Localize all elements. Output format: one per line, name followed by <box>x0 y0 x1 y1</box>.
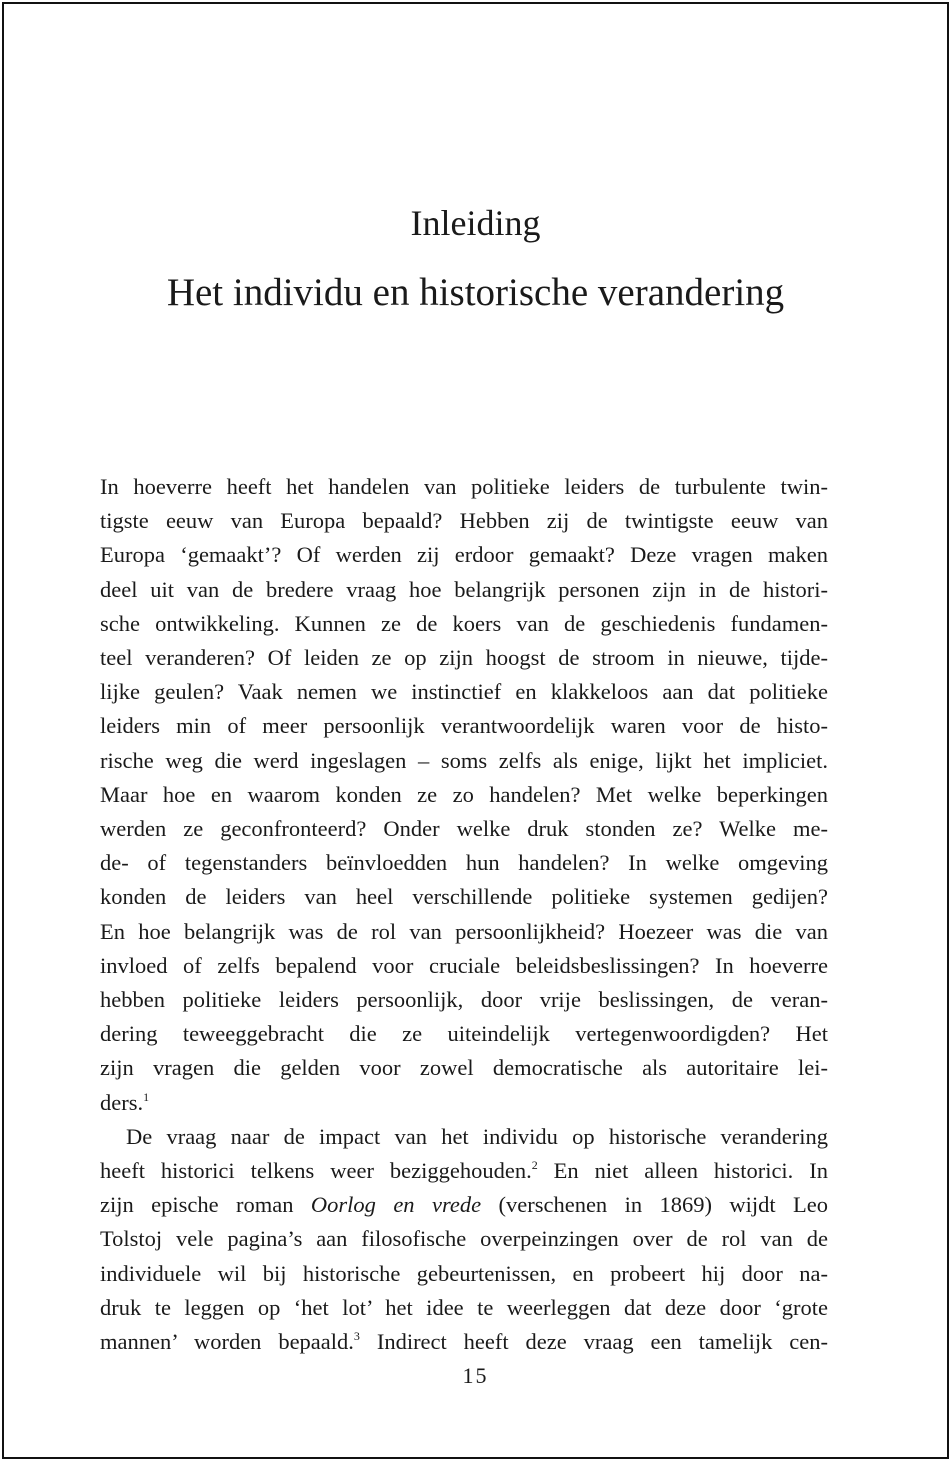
paragraph <box>100 470 828 1120</box>
footnote-marker[interactable]: 2 <box>531 1158 538 1173</box>
text-line: hebben politieke leiders persoonlijk, door vrije beslissingen, de veran- <box>100 987 828 1013</box>
text-line: druk te leggen op ‘het lot’ het idee te weerleggen dat deze door ‘grote <box>100 1294 828 1320</box>
text-line: sche ontwikkeling. Kunnen ze de koers van de geschiedenis fundamen- <box>100 610 828 636</box>
text-line: In hoeverre heeft het handelen van politieke leiders de turbulente twin- <box>100 474 828 499</box>
text-line: teel veranderen? Of leiden ze op zijn hoogst de stroom in nieuwe, tijde- <box>100 645 828 671</box>
footnote-marker[interactable]: 3 <box>353 1329 360 1344</box>
chapter-label: Inleiding <box>410 203 541 243</box>
text-line: zijn epische roman Oorlog en vrede (verschenen in 1869) wijdt Leo <box>100 1192 829 1218</box>
text-line: invloed of zelfs bepalend voor cruciale beleidsbeslissingen? In hoeverre <box>100 952 828 978</box>
text-line: En hoe belangrijk was de rol van persoonlijkheid? Hoezeer was die van <box>100 918 828 944</box>
page-number: 15 <box>462 1363 489 1388</box>
text-line: werden ze geconfronteerd? Onder welke druk stonden ze? Welke me- <box>100 816 828 842</box>
text-line: lijke geulen? Vaak nemen we instinctief en klakkeloos aan dat politieke <box>100 679 828 705</box>
text-line: individuele wil bij historische gebeurtenissen, en probeert hij door na- <box>100 1260 828 1286</box>
book-page <box>2 2 949 1459</box>
text-line: konden de leiders van heel verschillende politieke systemen gedijen? <box>100 884 828 910</box>
footnote-marker[interactable]: 1 <box>143 1089 150 1104</box>
text-line: rische weg die werd ingeslagen – soms zelfs als enige, lijkt het impliciet. <box>100 747 828 773</box>
text-line: dering teweeggebracht die ze uiteindelijk vertegenwoordigden? Het <box>100 1021 828 1047</box>
body-text <box>100 470 828 1359</box>
text-line: ders.$^1$ <box>100 1089 150 1115</box>
text-line: de- of tegenstanders beïnvloedden hun handelen? In welke omgeving <box>100 850 828 876</box>
paragraph <box>100 1120 828 1359</box>
book-title: Oorlog en vrede <box>310 1192 482 1218</box>
text-line: Maar hoe en waarom konden ze zo handelen? Met welke beperkingen <box>100 781 828 807</box>
chapter-title: Het individu en historische verandering <box>166 271 785 314</box>
text-line: zijn vragen die gelden voor zowel democratische als autoritaire lei- <box>100 1055 828 1081</box>
text-line: Tolstoj vele pagina’s aan filosofische overpeinzingen over de rol van de <box>100 1226 828 1252</box>
text-line: Europa ‘gemaakt’? Of werden zij erdoor gemaakt? Deze vragen maken <box>100 542 828 568</box>
text-line: leiders min of meer persoonlijk verantwoordelijk waren voor de histo- <box>100 713 828 739</box>
text-line: mannen’ worden bepaald.$^3$ Indirect heeft deze vraag een tamelijk cen- <box>100 1329 828 1355</box>
text-line: tigste eeuw van Europa bepaald? Hebben zij de twintigste eeuw van <box>100 508 828 534</box>
text-line: heeft historici telkens weer beziggehouden.$^2$ En niet alleen historici. In <box>100 1158 828 1184</box>
text-line: De vraag naar de impact van het individu op historische verandering <box>126 1123 828 1149</box>
text-line: deel uit van de bredere vraag hoe belangrijk personen zijn in de histori- <box>100 576 828 602</box>
